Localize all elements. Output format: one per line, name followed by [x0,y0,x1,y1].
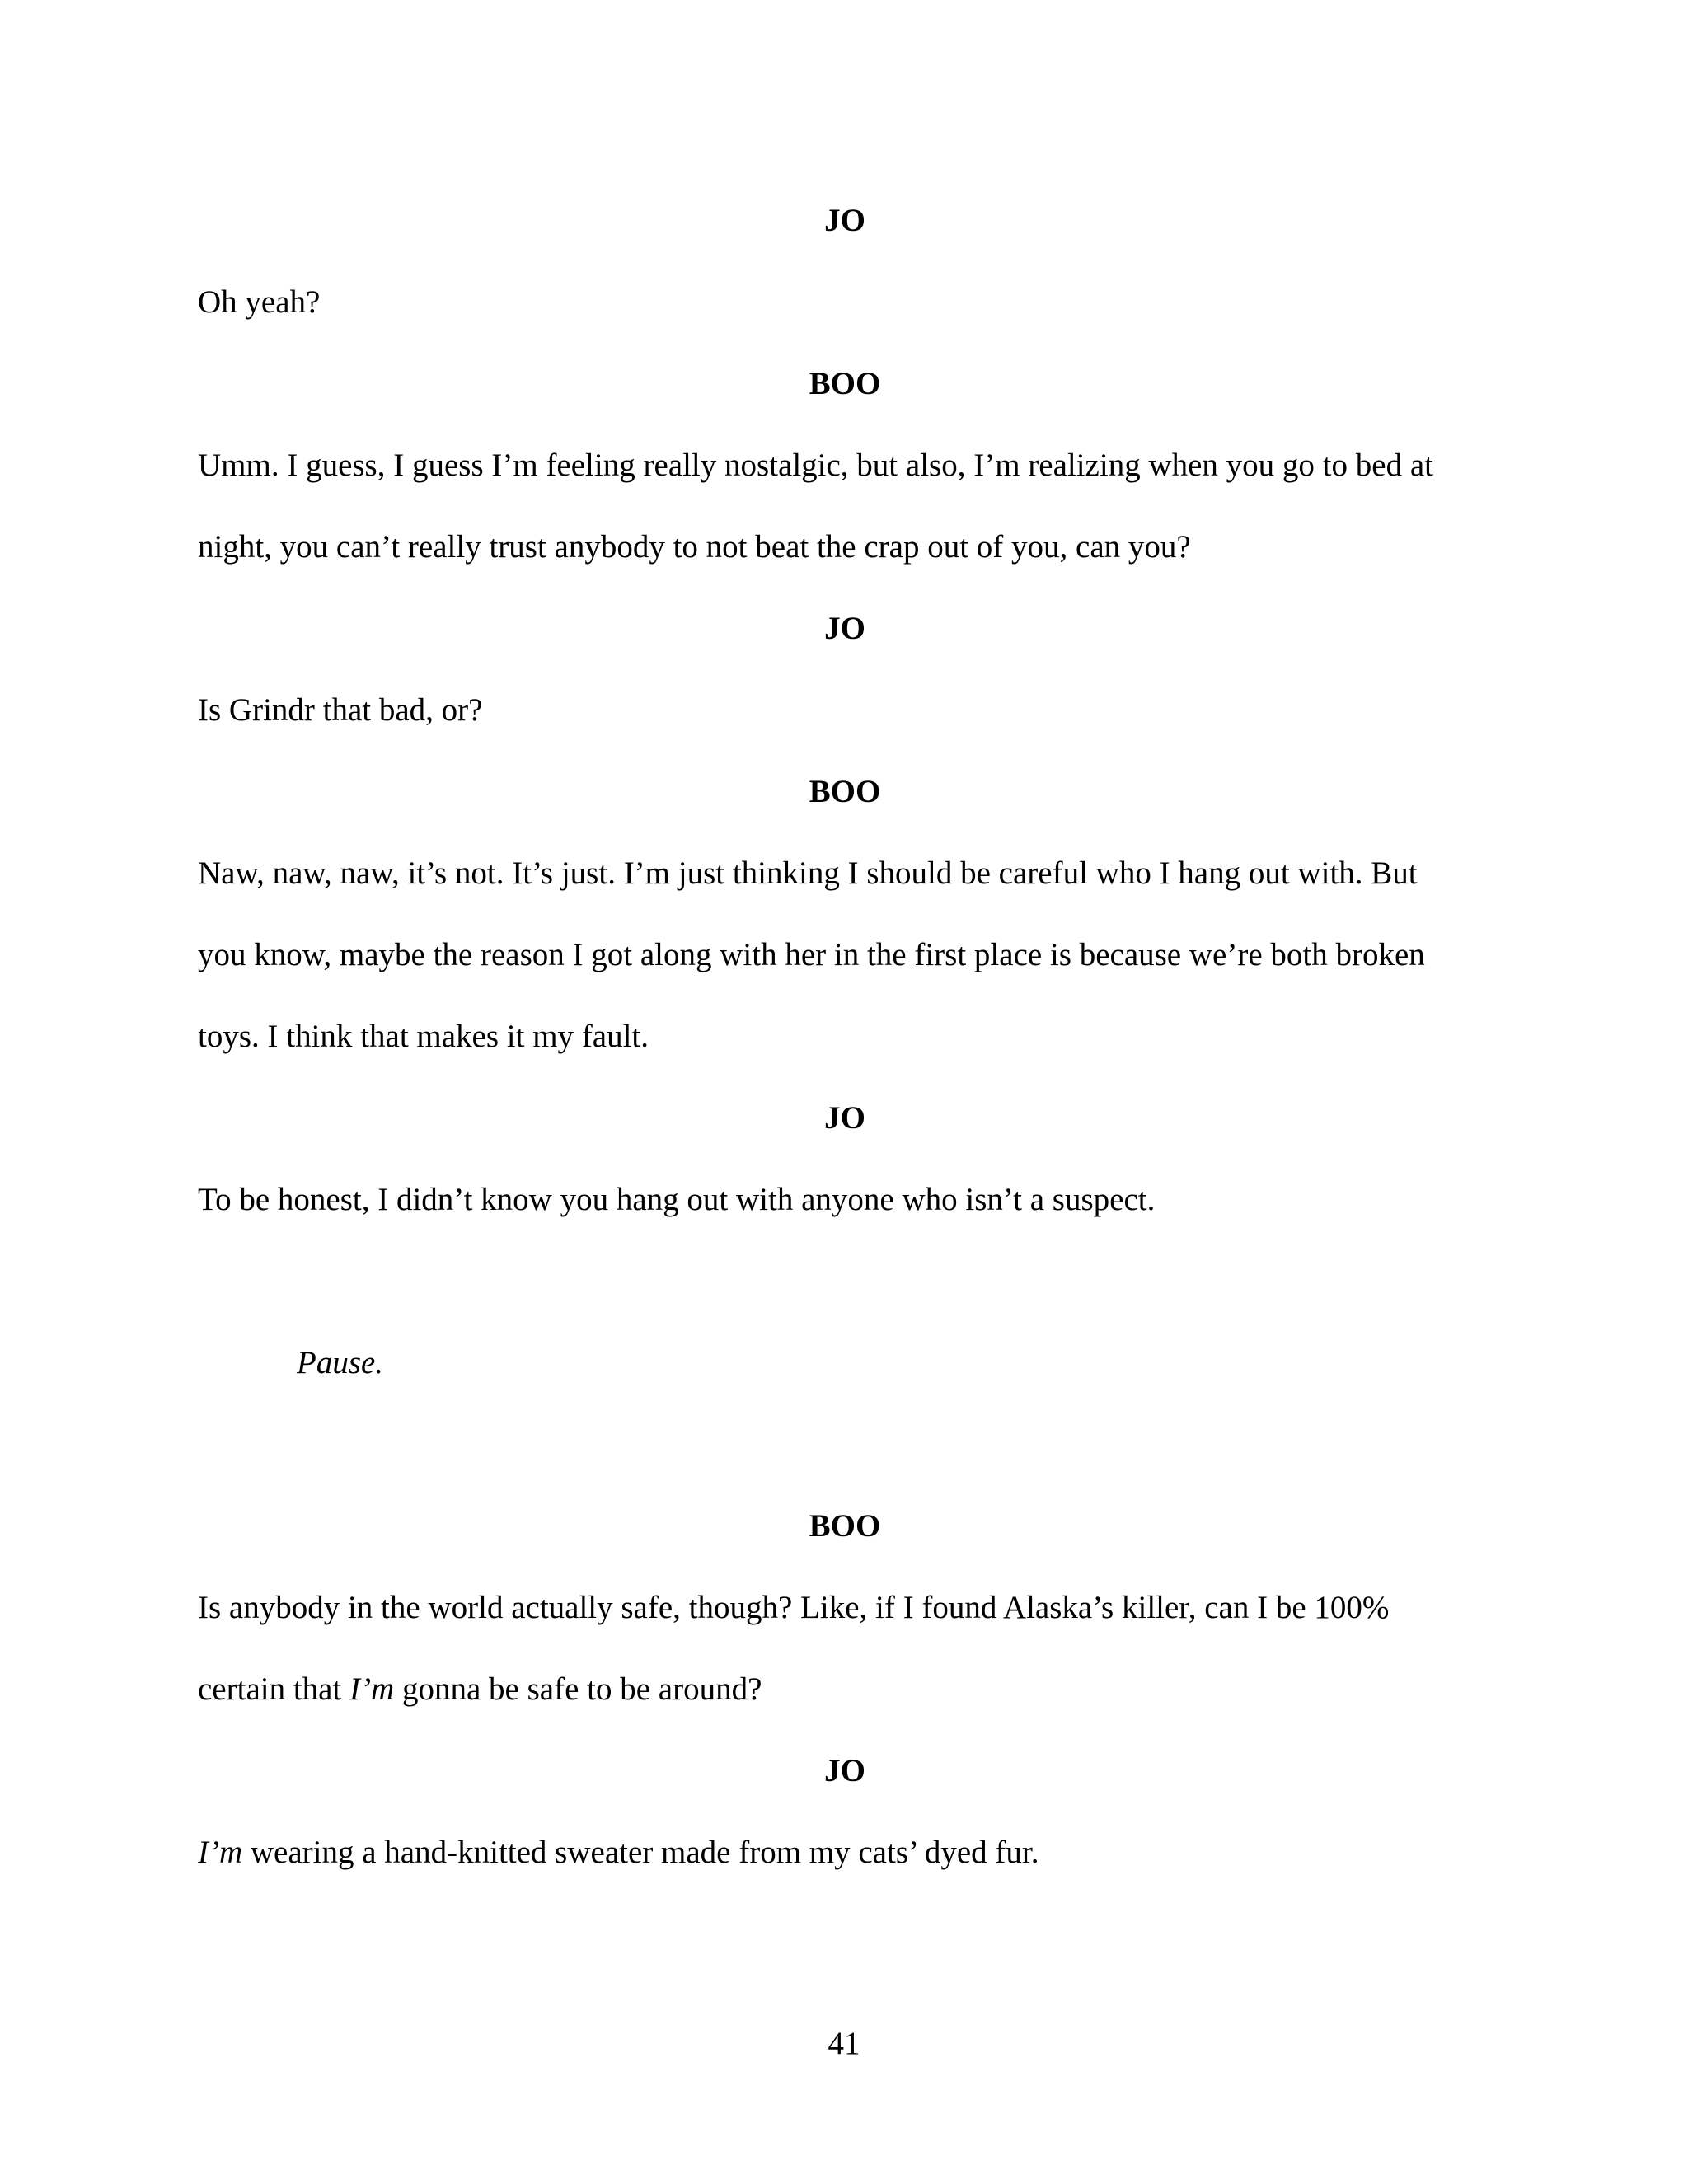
dialogue-line: toys. I think that makes it my fault. [198,1019,649,1054]
script-body [198,196,1492,1910]
dialogue-line: Naw, naw, naw, it’s not. It’s just. I’m just thinking I should be careful who I hang out with. But [198,855,1418,891]
speaker-jo: JO [824,203,865,238]
dialogue-line: night, you can’t really trust anybody to not beat the crap out of you, can you? [198,529,1191,565]
emphasis-text: I’m [349,1671,395,1707]
blank-line [198,1420,1492,1502]
dialogue-line: Oh yeah? [198,284,321,320]
speaker-jo: JO [824,611,865,646]
dialogue-line: Umm. I guess, I guess I’m feeling really nostalgic, but also, I’m realizing when you go to bed at [198,448,1433,483]
dialogue-line: Is anybody in the world actually safe, though? Like, if I found Alaska’s killer, can I be 100% [198,1590,1390,1625]
stage-direction: Pause. [297,1345,384,1380]
dialogue-line [198,1665,1492,1746]
dialogue-text: gonna be safe to be around? [394,1671,762,1707]
speaker-jo: JO [824,1753,865,1788]
speaker-boo: BOO [809,366,881,401]
dialogue-line [198,1828,1492,1910]
dialogue-text: wearing a hand-knitted sweater made from my cats’ dyed fur. [242,1835,1039,1870]
dialogue-line: Is Grindr that bad, or? [198,692,483,728]
emphasis-text: I’m [198,1835,243,1870]
page-number: 41 [828,2026,860,2061]
blank-line [198,1257,1492,1338]
dialogue-line: To be honest, I didn’t know you hang out with anyone who isn’t a suspect. [198,1182,1156,1217]
dialogue-text: certain that [198,1671,350,1707]
speaker-jo: JO [824,1100,865,1136]
dialogue-line: you know, maybe the reason I got along with her in the first place is because we’re both broken [198,937,1425,972]
speaker-boo: BOO [809,1508,881,1544]
speaker-boo: BOO [809,774,881,809]
